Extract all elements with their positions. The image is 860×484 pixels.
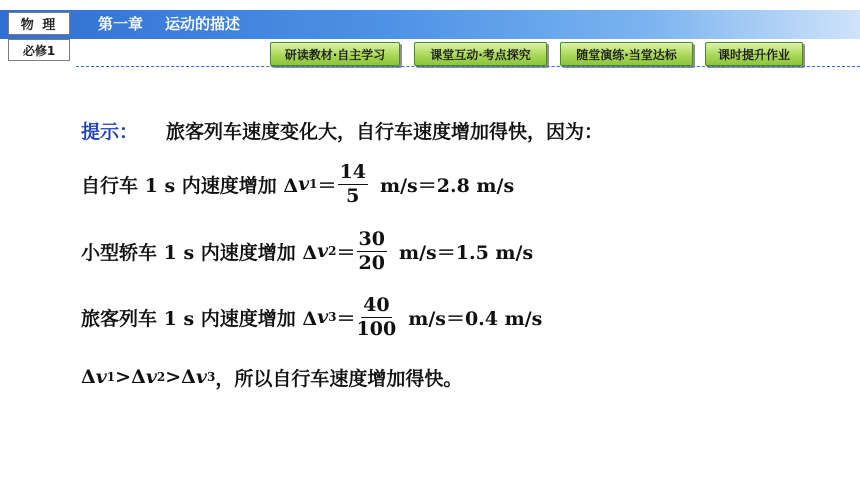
- fraction-numerator: 30: [358, 227, 385, 250]
- fraction: [356, 293, 397, 340]
- conclusion-line: [81, 362, 462, 392]
- fraction-numerator: 14: [339, 160, 366, 183]
- chapter-number: 第一章: [98, 15, 144, 33]
- velocity-subscript: 3: [206, 370, 216, 384]
- fraction-numerator: 40: [363, 293, 390, 316]
- velocity-subscript: 2: [156, 370, 166, 384]
- formula-row-car: [81, 227, 533, 275]
- velocity-subscript: 2: [328, 244, 337, 258]
- hint-text: 旅客列车速度变化大，自行车速度增加得快，因为：: [166, 120, 604, 143]
- conclusion-text: ，所以自行车速度增加得快。: [215, 367, 463, 390]
- equals-sign: ＝: [317, 174, 337, 197]
- velocity-subscript: 1: [106, 370, 116, 384]
- hint-line: [81, 115, 603, 145]
- fraction-denominator: 20: [358, 251, 385, 274]
- fraction: [338, 160, 368, 207]
- formula-row-bicycle: [81, 160, 514, 208]
- hint-label: 提示：: [81, 120, 139, 143]
- velocity-symbol: v: [317, 306, 329, 328]
- delta-symbol: Δ: [81, 366, 96, 388]
- velocity-symbol: v: [298, 173, 310, 195]
- row-prefix: 自行车 1 s 内速度增加 Δ: [81, 174, 299, 197]
- chapter-title: 运动的描述: [165, 15, 241, 33]
- nav-button-study[interactable]: 研读教材·自主学习: [270, 42, 400, 66]
- row-result: m/s＝1.5 m/s: [399, 241, 534, 264]
- delta-symbol: Δ: [181, 366, 196, 388]
- header-divider: [76, 66, 860, 67]
- fraction-denominator: 100: [356, 317, 397, 340]
- greater-than-sign: >: [115, 366, 132, 388]
- equals-sign: ＝: [336, 241, 356, 264]
- velocity-symbol: v: [317, 240, 329, 262]
- chapter-heading: [98, 12, 240, 36]
- greater-than-sign: >: [165, 366, 182, 388]
- nav-button-practice[interactable]: 随堂演练·当堂达标: [560, 42, 693, 66]
- volume-label: 必修1: [8, 39, 70, 61]
- equals-sign: ＝: [336, 307, 356, 330]
- velocity-subscript: 1: [309, 177, 318, 191]
- velocity-symbol: v: [195, 366, 207, 388]
- velocity-symbol: v: [95, 366, 107, 388]
- fraction-denominator: 5: [346, 184, 360, 207]
- delta-symbol: Δ: [131, 366, 146, 388]
- fraction: [357, 227, 387, 274]
- row-prefix: 小型轿车 1 s 内速度增加 Δ: [81, 241, 318, 264]
- formula-row-train: [81, 293, 542, 341]
- row-result: m/s＝0.4 m/s: [408, 307, 543, 330]
- velocity-subscript: 3: [328, 310, 337, 324]
- subject-label: 物 理: [8, 12, 70, 35]
- row-result: m/s＝2.8 m/s: [380, 174, 515, 197]
- nav-button-explore[interactable]: 课堂互动·考点探究: [414, 42, 547, 66]
- velocity-symbol: v: [145, 366, 157, 388]
- row-prefix: 旅客列车 1 s 内速度增加 Δ: [81, 307, 318, 330]
- nav-button-homework[interactable]: 课时提升作业: [705, 42, 803, 66]
